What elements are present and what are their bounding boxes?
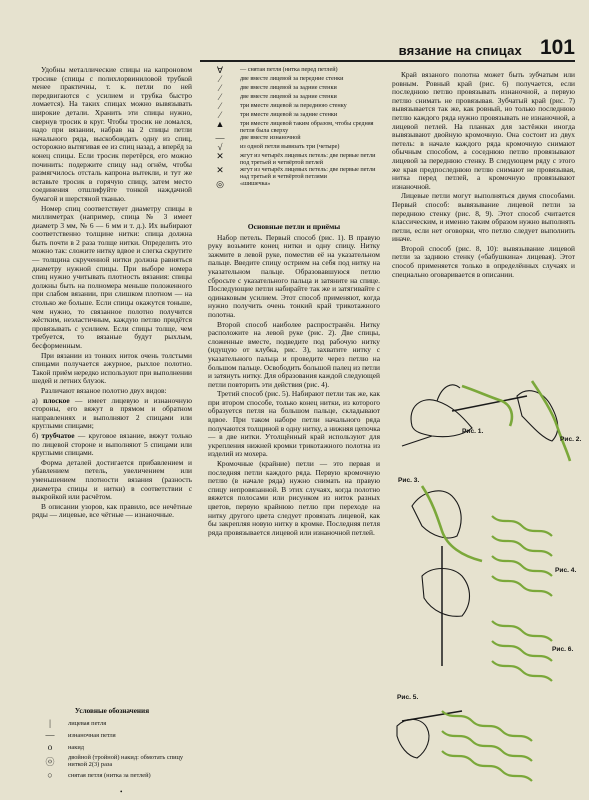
symbol-text: две вместе лицевой за передние стенки [240, 75, 344, 82]
item-text: — имеет лицевую и изнаночную стороны, его вяжут в прямом и обратном направлениях и выполняют 2 спицами или круглыми спицами; [32, 395, 192, 431]
slipped-stitch-icon: ○ [47, 770, 53, 780]
legend [32, 707, 192, 782]
symbol-row [200, 134, 385, 143]
fig-4-hand-drawing [422, 569, 470, 617]
term: плоское [43, 395, 70, 405]
column-right [392, 71, 575, 280]
legend-text: накид [68, 743, 85, 751]
legend-title: Условные обозначения [74, 707, 150, 715]
symbol-row [200, 143, 385, 152]
yarn-over-icon: o [47, 742, 53, 752]
paragraph: Второй способ наиболее распространён. Нитку расположите на левой руке (рис. 2). Две спицы, сложенные вместе, подведите под рабочую нитку (идущую от клубка, рис. 3), захватите нитку с указательного пальца и проведите через петлю на большом пальце. Освободить большой палец из петли и затянуть нитку. Для образования каждой следующей петли повторить эти действия (рис. 4). [208, 319, 380, 389]
symbol-row [200, 180, 385, 189]
symbol-row [200, 66, 385, 75]
figure-label: Рис. 2. [560, 436, 582, 443]
section-heading: Основные петли и приёмы [247, 222, 341, 231]
fig-6-swatch [492, 516, 552, 596]
increase-icon: √ [217, 142, 223, 152]
paragraph: Набор петель. Первый способ (рис. 1). В правую руку возьмите конец нитки и одну спицу. Нитку зажмите в левой руке, поместив её на указательном пальце. Введите спицу острием на себя под нитку на указательном пальце. Образовавшуюся петлю сбросьте с указательного пальца и затяните на спице. Последующие петли набирайте так же и затягивайте с одинаковым усилием. Этот способ применяют, когда нужно получить очень тонкий край трикотажного полотна. [208, 232, 380, 319]
paragraph: Форма деталей достигается прибавлением и убавлением петель, увеличением или уменьшением плотности вязания (разность диаметра спицы и нитки) в соответствии с выкройкой или расчётом. [32, 457, 192, 502]
symbol-row [200, 111, 385, 120]
paragraph: В описании узоров, как правило, все нечётные ряды — лицевые, все чётные — изнаночные. [32, 501, 192, 520]
paragraph: При вязании из тонких ниток очень толстыми спицами получается ажурное, рыхлое полотно. Такой приём нередко используют при выполнении шедей и летних блузок. [32, 350, 192, 386]
paragraph: Различают вязаное полотно двух видов: [41, 385, 167, 395]
symbol-text: три вместе лицевой за переднюю стенку [240, 102, 347, 109]
legend-text: двойной (тройной) накид: обмотать спицу ниткой 2(3) раза [68, 754, 184, 768]
legend-row [32, 754, 192, 768]
paragraph: Кромочные (крайние) петли — это первая и последняя петли каждого ряда. Первую кромочную петлю (в начале ряда) нужно снимать на правую спицу непровязанной. В этих случаях, когда полотно вяжется полосами или рисунком из ниток разных цветов, первую крайнюю петлю при переходе на нитку другого цвета следует провязать лицевой, как бы закрепляя новую нитку в кромке. Последняя петля ряда провязывается лицевой или изнаночной петлей. [208, 459, 380, 537]
legend-row [32, 718, 192, 728]
legend-row [32, 742, 192, 752]
symbol-key [200, 66, 385, 189]
page-header [399, 32, 575, 58]
k2tog-back-icon: ⁄ [219, 83, 221, 93]
legend-row [32, 770, 192, 780]
symbol-row [200, 152, 385, 166]
figure-label: Рис. 4. [555, 567, 577, 574]
symbol-row [200, 84, 385, 93]
section-title: вязание на спицах [398, 43, 522, 58]
column-left [32, 66, 192, 521]
item-text: — круговое вязание, вяжут только по лицевой стороне и выполняют 5 спицами или круглыми спицами. [32, 430, 192, 458]
bobble-icon: ◎ [216, 179, 224, 189]
legend-row [32, 730, 192, 740]
symbol-text: три вместе лицевой за задние стенки [240, 111, 338, 118]
fig-3-yarn [422, 486, 482, 561]
centered-decrease-icon: ▲ [215, 119, 225, 129]
page-number: 101 [539, 36, 575, 59]
list-item: а) плоское — имеет лицевую и изнаночную стороны, его вяжут в прямом и обратном направлениях и выполняют 2 спицами или круглыми спицами; [32, 395, 192, 431]
symbol-text: жгут из четырёх лицевых петель: две первые петли под третьей и четвёртой петлей [240, 152, 376, 166]
symbol-text: две вместе лицевой за задние стенки [240, 84, 337, 91]
paragraph: Номер спиц соответствует диаметру спицы в миллиметрах (например, спица № 3 имеет диаметр 3 мм, № 6 — 6 мм и т. д.). Их выбирают соответственно толщине нитки: спица должна быть почти в 2 раза толще нитки. Определить это можно так: сложите нитку вдвое и слегка скрутите — толщина скрученной нитки должна равняться диаметру нужной спицы. При выборе номера спиц нужно учитывать плотность вязания: спицы должны быть на полномера меньше положенного при слабом вязании, при слишком плотном — на столько же больше. Если спицы окажутся тоньше, чем нужно, то связанное полотно получится жёстким, неэластичным, каждую петлю придётся провязывать с усилием. Если спицы толще, чем требуется, то вязаные будут рыхлым, бесформенным. [32, 203, 192, 350]
paragraph: Второй способ (рис. 8, 10): вывязывание лицевой петли за заднюю стенку («бабушкина» лицевая). Этот способ применяется только в определённых случаях и специально оговаривается в описании. [392, 243, 575, 279]
symbol-text: из одной петли вывязать три (четыре) [240, 143, 340, 150]
header-rule [200, 60, 575, 62]
symbol-row [200, 75, 385, 84]
knit-stitch-icon: | [49, 718, 51, 728]
fig-1-hand-drawing [402, 385, 472, 446]
term: трубчатое [41, 430, 75, 440]
footer-mark: • [120, 788, 123, 796]
slip-stitch-front-icon: ∀ [216, 65, 224, 75]
cable-front-icon: ✕ [216, 165, 224, 175]
symbol-text: — снятая петля (нитка перед петлей) [240, 66, 338, 73]
figure-label: Рис. 6. [552, 646, 574, 653]
paragraph: Край вязаного полотна может быть зубчатым или ровным. Ровный край (рис. 6) получается, если последнюю петлю провязывать изнаночной, а первую петлю снимать не провязывая. Зубчатый край (рис. 7) вывязывается так же, как ровный, но только последнюю петлю каждого ряда нужно провязывать не изнаночной, а лицевой петлей. На планках для застёжки иногда вывязывают двойную кромочную. Она состоит из двух петель: в начале каждого ряда кромочную снимают обычным способом, а соседнюю петлю провязывают лицевой за переднюю стенку. В следующем ряду с этого же края предпоследнюю петлю снимают не провязывая, нитка перед петлей, а кромочную провязывают изнаночной. [392, 70, 575, 191]
cable-back-icon: ✕ [216, 151, 224, 161]
paragraph: Удобны металлические спицы на капроновом тросике (спицы с полихлорвиниловой трубкой менее практичны, т. к. петли по ней передвигаются с усилием и трубка быстро ломается). На таких спицах можно вывязывать широкие детали. Хранить эти спицы нужно, свернув тросик в круг. Чтобы тросик не ломался, надо при вязании, набрав на 2 спицы петли начального ряда, выскобождать одну из спиц, осторожно вытягивая ее из спиц назад, а вперёд за конец спицы. Если тросик перетёрся, его можно починить: подержите спицу над огнём, чтобы размягчилось отсталь капрона вытекли, и тут же вставьте тросик в горячую спицу, затем место соединения отшлифуйте тонкой наждачной бумагой и шерстяной тканью. [32, 65, 192, 203]
fig-1-needle [452, 396, 527, 411]
symbol-text: жгут из четырёх лицевых петель: две первые петли над третьей и четвёртой петлями [240, 166, 376, 180]
symbol-text: две вместе изнаночной [240, 134, 301, 141]
fig-5-hand-drawing [397, 719, 429, 758]
symbol-text: «шишечка» [240, 180, 271, 187]
symbol-row [200, 166, 385, 180]
k2tog-front-icon: ⁄ [219, 74, 221, 84]
legend-text: лицевая петля [68, 719, 107, 727]
p2tog-icon: — [215, 133, 225, 143]
symbol-text: три вместе лицевой таким образом, чтобы средняя петля была сверху [240, 120, 374, 134]
double-yarn-over-icon: ⓞ [45, 756, 55, 767]
fig-5-swatch [442, 711, 532, 781]
figure-label: Рис. 1. [462, 428, 484, 435]
column-middle [208, 222, 380, 538]
figure-label: Рис. 3. [398, 477, 420, 484]
list-item: б) трубчатое — круговое вязание, вяжут только по лицевой стороне и выполняют 5 спицами или круглыми спицами. [32, 430, 192, 458]
fig-1-yarn [462, 386, 512, 426]
k3tog-front-icon: ⁄ [219, 101, 221, 111]
k2tog-back-icon: ⁄ [219, 92, 221, 102]
symbol-row [200, 120, 385, 134]
k3tog-back-icon: ⁄ [219, 110, 221, 120]
symbol-text: две вместе лицевой за задние стенки [240, 93, 337, 100]
symbol-row [200, 102, 385, 111]
fig-6b-swatch [492, 621, 552, 681]
paragraph: Третий способ (рис. 5). Набирают петли так же, как при втором способе, только конец нитки, из которого образуется петля на большом пальце, складывают вдвое. При таком наборе петли начального ряда получаются толщиной в одну нитку, а нижняя цепочка — в две нитки. Утолщённый край используют для укрепления нижней кромки трикотажного полотна из изделий из мохера. [208, 389, 380, 459]
legend-text: снятая петля (нитка за петлей) [68, 771, 151, 779]
legend-text: изнаночная петля [68, 731, 116, 739]
paragraph: Лицевые петли могут выполняться двумя способами. Первый способ: вывязывание лицевой петли за переднюю стенку (рис. 8, 9). Этот способ считается классическим, и именно таким образом нужно выполнять петли, если нет оговорки, что петлю следует выполнить иначе. [392, 191, 575, 244]
purl-stitch-icon: — [45, 730, 55, 740]
symbol-row [200, 93, 385, 102]
figure-label: Рис. 5. [397, 694, 419, 701]
knitting-illustrations [392, 366, 582, 786]
